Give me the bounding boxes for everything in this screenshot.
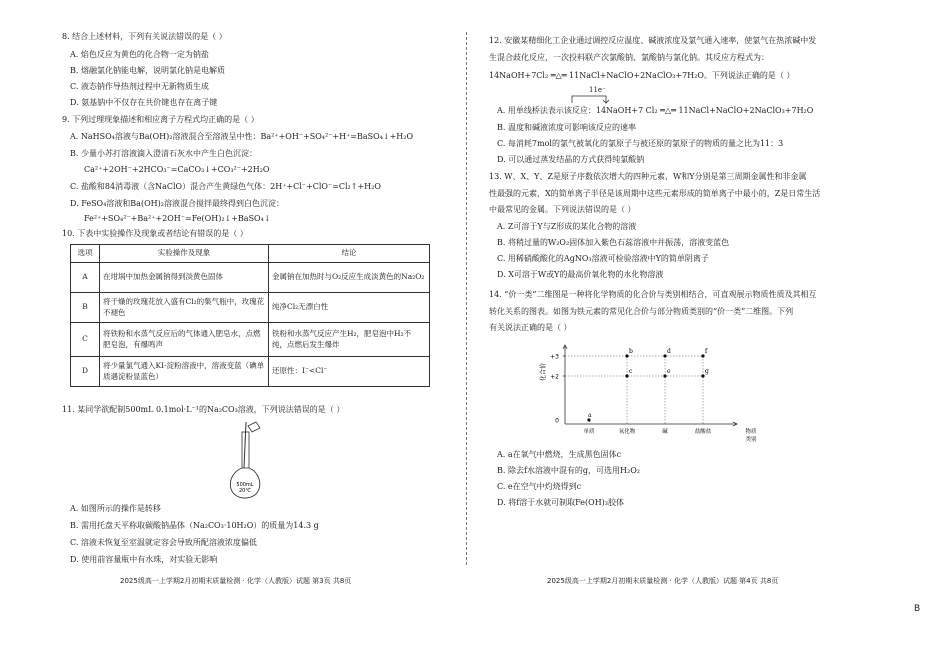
right-footer: 2025级高一上学期2月初期末质量检测 · 化学（人教版）试题 第4页 共8页 [547, 577, 779, 585]
q11-stem: 11. 某同学欲配制500mL 0.1mol·L⁻¹的Na₂CO₃溶液，下列说法错误的是（ ） [62, 405, 345, 414]
data-point-label-b: b [629, 348, 633, 355]
q14-stem-line3: 有关说法正确的是（ ） [489, 323, 572, 332]
flask-temp-label: 20℃ [239, 488, 251, 494]
table-header-row [71, 245, 430, 263]
table-cell: 将少量氯气通入KI-淀粉溶液中，溶液变蓝（碘单质遇淀粉显蓝色） [100, 357, 269, 387]
table-cell: 铁粉和水蒸气反应产生H₂，肥皂泡中H₂不纯，点燃后发生爆炸 [269, 323, 430, 357]
table-row [71, 263, 430, 293]
data-point-label-a: a [588, 412, 592, 419]
q12-stem-line2: 生混合歧化反应，一次投料联产次氯酸钠、氯酸钠与氯化钠。其反应方程式为： [489, 53, 769, 62]
q9-option-d-equation: Fe²⁺+SO₄²⁻+Ba²⁺+2OH⁻=Fe(OH)₂↓+BaSO₄↓ [84, 214, 271, 223]
experiment-table [70, 244, 430, 387]
table-row [71, 323, 430, 357]
table-header-option: 选项 [71, 245, 100, 263]
q9-option-d: D. FeSO₄溶液和Ba(OH)₂溶液混合搅拌最终得到白色沉淀： [70, 199, 284, 208]
q9-option-c: C. 盐酸和84消毒液（含NaClO）混合产生黄绿色气体：2H⁺+Cl⁻+ClO⁻=Cl₂↑+H₂O [70, 182, 381, 191]
x-axis-label-line2: 类别 [745, 437, 757, 443]
data-point-label-c: c [629, 368, 633, 375]
q14-option-a: A. a在氧气中燃烧，生成黑色固体c [497, 450, 622, 459]
q14-option-b: B. 除去f水溶液中混有的g，可选用H₂O₂ [497, 466, 640, 475]
table-cell: D [71, 357, 100, 387]
q9-option-a: A. NaHSO₄溶液与Ba(OH)₂溶液混合至溶液呈中性：Ba²⁺+OH⁻+SO₄²⁻+H⁺=BaSO₄↓+H₂O [70, 132, 414, 141]
data-point-label-g: g [705, 368, 709, 375]
table-cell: C [71, 323, 100, 357]
beaker [248, 422, 260, 432]
volumetric-flask-figure [220, 420, 270, 500]
x-tick-label: 氧化物 [618, 429, 636, 435]
y-axis-label: 化合价 [540, 362, 547, 382]
table-row [71, 357, 430, 387]
q9-stem: 9. 下列过理现象描述和相应离子方程式均正确的是（ ） [62, 115, 259, 124]
q8-option-b: B. 熔融氯化钠能电解，说明氯化钠是电解质 [70, 66, 225, 75]
table-cell: A [71, 263, 100, 293]
y-tick-label: +2 [550, 373, 559, 381]
side-label: B [914, 604, 921, 614]
single-bridge-arrow [570, 94, 610, 104]
page-divider [466, 32, 467, 565]
q14-option-c: C. e在空气中灼烧得到c [497, 482, 582, 491]
q12-option-c: C. 每消耗7mol的氯气被氧化的氯原子与被还原的氯原子的物质的量之比为11：3 [497, 139, 784, 148]
table-cell: 在坩埚中加热金属钠得到淡黄色固体 [100, 263, 269, 293]
q13-stem-line1: 13. W、X、Y、Z是原子序数依次增大的四种元素，W和Y分别是第三周期金属性和非金属 [489, 172, 807, 181]
glass-rod [244, 422, 246, 468]
q12-option-b: B. 温度和碱液浓度可影响该反应的速率 [497, 123, 636, 132]
q8-stem: 8. 结合上述材料，下列有关说法错误的是（ ） [62, 32, 227, 41]
q9-option-b-equation: Ca²⁺+2OH⁻+2HCO₃⁻=CaCO₃↓+CO₃²⁻+2H₂O [84, 165, 270, 174]
q11-option-b: B. 需用托盘天平称取碳酸钠晶体（Na₂CO₃·10H₂O）的质量为14.3 g [70, 521, 319, 530]
q12-option-d: D. 可以通过蒸发结晶的方式获得纯氯酸钠 [497, 155, 645, 164]
q8-option-c: C. 液态钠作导热剂过程中无新物质生成 [70, 82, 209, 91]
single-bridge-label: 11e⁻ [589, 86, 606, 94]
data-point-label-d: d [667, 348, 671, 355]
y-tick-label: +3 [550, 353, 559, 361]
table-cell: B [71, 293, 100, 323]
left-footer: 2025级高一上学期2月初期末质量检测 · 化学（人教版）试题 第3页 共8页 [120, 577, 352, 585]
q11-option-a: A. 如图所示的操作是转移 [70, 504, 161, 513]
q14-stem-line2: 转化关系的图表。如图为铁元素的常见化合价与部分物质类别的“价一类”二维图。下列 [489, 307, 794, 316]
q13-option-b: B. 将稍过量的W₂O₂固体加入紫色石蕊溶液中并振荡，溶液变蓝色 [497, 238, 730, 247]
table-cell: 将干燥的玫瑰花放入盛有Cl₂的集气瓶中，玫瑰花不褪色 [100, 293, 269, 323]
q13-option-c: C. 用稀硝酸酸化的AgNO₃溶液可检验溶液中Y的简单阴离子 [497, 254, 709, 263]
table-cell: 纯净Cl₂无漂白性 [269, 293, 430, 323]
q12-stem-line3: 14NaOH+7Cl₂ ═△═ 11NaCl+NaClO+2NaClO₃+7H₂O。下列说法正确的是（ ） [489, 71, 795, 80]
q8-option-a: A. 焰色反应为黄色的化合物一定为钠盐 [70, 50, 209, 59]
q8-option-d: D. 氨基钠中不仅存在共价键也存在离子键 [70, 98, 218, 107]
table-header-operation: 实验操作及现象 [100, 245, 269, 263]
valence-category-chart [537, 342, 767, 462]
q9-option-b: B. 少量小苏打溶液滴入澄清石灰水中产生白色沉淀： [70, 149, 257, 158]
x-axis-label-line1: 物质 [745, 429, 757, 435]
data-point-label-f: f [705, 348, 708, 355]
q14-option-d: D. 将f溶于水就可制取Fe(OH)₃胶体 [497, 498, 625, 507]
table-cell: 金属钠在加热时与O₂反应生成淡黄色的Na₂O₂ [269, 263, 430, 293]
data-point-label-e: e [667, 368, 671, 375]
x-tick-label: 单质 [583, 429, 595, 435]
table-cell: 还原性：I⁻<Cl⁻ [269, 357, 430, 387]
y-tick-label: 0 [555, 417, 559, 425]
q12-stem-line1: 12. 安徽某精细化工企业通过调控反应温度、碱液浓度及氯气通入速率，使氯气在热浓碱中发 [489, 36, 817, 45]
right-page [475, 0, 950, 646]
x-tick-label: 碱 [662, 429, 668, 435]
table-row [71, 293, 430, 323]
q13-stem-line2: 性最强的元素，X的简单离子半径是该周期中这些元素形成的简单离子中最小的，Z是日常生活 [489, 189, 821, 198]
q13-option-a: A. Z可溶于Y与Z形成的某化合物的溶液 [497, 222, 637, 231]
flask-volume-label: 500mL [236, 482, 254, 488]
q13-option-d: D. X可溶于W或Y的最高价氧化物的水化物溶液 [497, 270, 664, 279]
q13-stem-line3: 中最常见的金属。下列说法错误的是（ ） [489, 205, 636, 214]
table-cell: 将铁粉和水蒸气反应后的气体通入肥皂水，点燃肥皂泡，有爆鸣声 [100, 323, 269, 357]
q12-option-a: A. 用单线桥法表示该反应：14NaOH+7 Cl₂ ═△═ 11NaCl+NaClO+2NaClO₃+7H₂O [497, 106, 814, 115]
q11-option-d: D. 使用前容量瓶中有水珠，对实验无影响 [70, 555, 218, 564]
table-header-conclusion: 结论 [269, 245, 430, 263]
x-tick-label: 盐酸盐 [694, 429, 712, 435]
q14-stem-line1: 14. “价一类”二维图是一种将化学物质的化合价与类别相结合，可直观展示物质性质及其相互 [489, 290, 817, 299]
q11-option-c: C. 溶液未恢复至室温就定容会导致所配溶液浓度偏低 [70, 538, 257, 547]
q10-stem: 10. 下表中实验操作及现象或者结论有错误的是（ ） [62, 229, 248, 238]
